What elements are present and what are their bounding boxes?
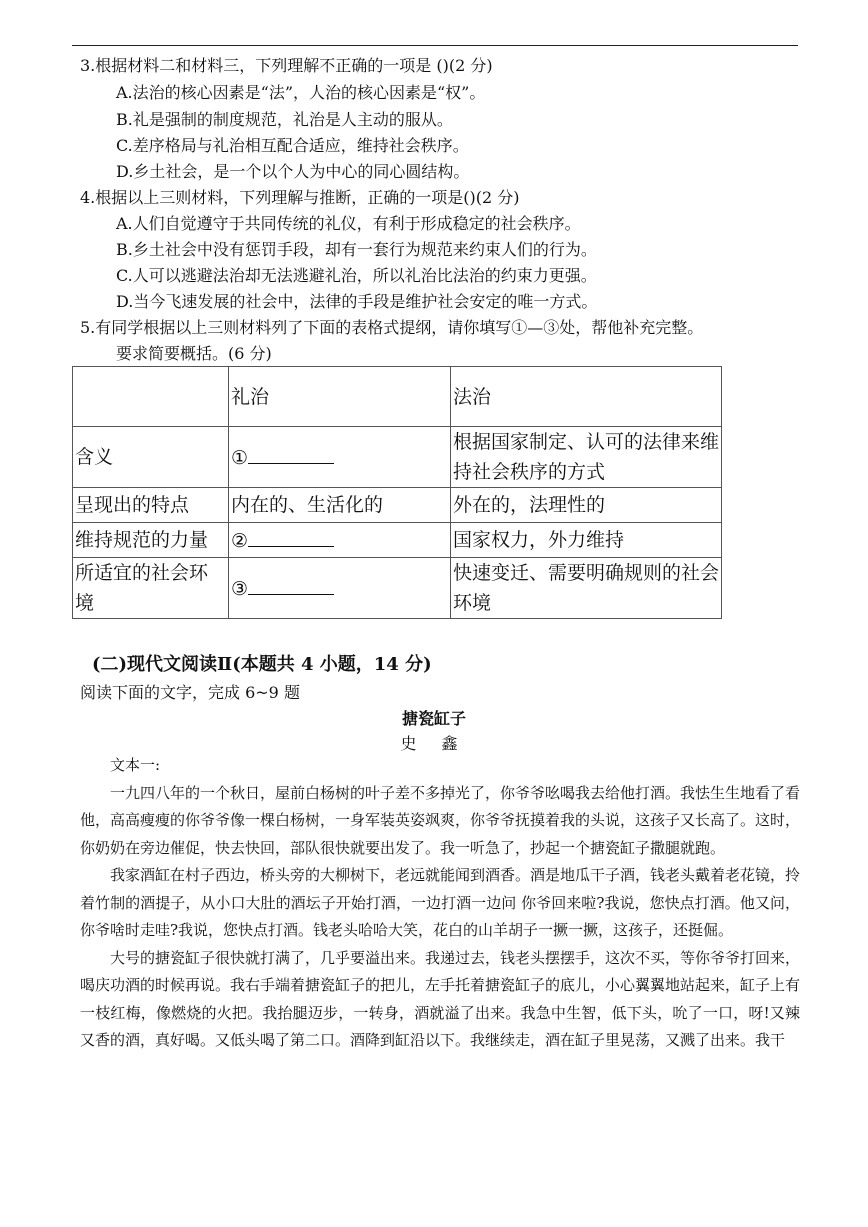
question-3-option-c: C.差序格局与礼治相互配合适应，维持社会秩序。 [116, 136, 469, 155]
row-label: 呈现出的特点 [73, 488, 229, 523]
answer-blank-1 [229, 427, 451, 488]
question-4-option-c: C.人可以逃避法治却无法逃避礼治，所以礼治比法治的约束力更强。 [116, 266, 597, 285]
row-label: 维持规范的力量 [73, 523, 229, 558]
fazhi-cell: 快速变迁、需要明确规则的社会环境 [451, 558, 722, 619]
text-label: 文本一: [110, 756, 161, 774]
table-row [73, 427, 722, 488]
table-header-row [73, 367, 722, 427]
table-header-cell [73, 367, 229, 427]
question-4-stem: 4.根据以上三则材料，下列理解与推断，正确的一项是()(2 分) [80, 188, 520, 207]
answer-blank-2 [229, 523, 451, 558]
question-4-option-d: D.当今飞速发展的社会中，法律的手段是维护社会安定的唯一方式。 [116, 292, 598, 311]
article-paragraph: 一九四八年的一个秋日，屋前白杨树的叶子差不多掉光了，你爷爷吆喝我去给他打酒。我怯生生地看了看他，高高瘦瘦的你爷爷像一棵白杨树，一身军装英姿飒爽，你爷爷抚摸着我的头说，这孩子又长高了。这时，你奶奶在旁边催促，快去快回，部队很快就要出发了。我一听急了，抄起一个搪瓷缸子撒腿就跑。 [80, 783, 801, 857]
article-paragraph: 我家酒缸在村子西边，桥头旁的大柳树下，老远就能闻到酒香。酒是地瓜干子酒，钱老头戴着老花镜，拎着竹制的酒提子，从小口大肚的酒坛子开始打酒，一边打酒一边问 你爷回来啦?我说，您快点打酒。他又问，你爷啥时走哇?我说，您快点打酒。钱老头哈哈大笑，花白的山羊胡子一撅一撅，这孩子，还挺倔。 [80, 866, 801, 939]
lizhi-cell: 内在的、生活化的 [229, 488, 451, 523]
blank-marker: ① [231, 447, 249, 469]
question-3-option-b: B.礼是强制的制度规范，礼治是人主动的服从。 [116, 110, 453, 129]
article-paragraph: 大号的搪瓷缸子很快就打满了，几乎要溢出来。我递过去，钱老头摆摆手，这次不买，等你爷爷打回来，喝庆功酒的时候再说。我右手端着搪瓷缸子的把儿，左手托着搪瓷缸子的底儿，小心翼翼地站起来，缸子上有一枝红梅，像燃烧的火把。我抬腿迈步，一转身，酒就溢了出来。我急中生智，低下头，吮了一口，呀!又辣又香的酒，真好喝。又低头喝了第二口。酒降到缸沿以下。我继续走，酒在缸子里晃荡，又溅了出来。我干 [80, 948, 801, 1049]
outline-table [72, 366, 722, 619]
question-3-option-a: A.法治的核心因素是“法”，人治的核心因素是“权”。 [116, 83, 486, 102]
question-5-requirement: 要求简要概括。(6 分) [116, 344, 272, 363]
fill-in-line [248, 441, 334, 464]
question-5-stem: 5.有同学根据以上三则材料列了下面的表格式提纲，请你填写①—③处，帮他补充完整。 [80, 318, 704, 337]
fazhi-cell: 外在的，法理性的 [451, 488, 722, 523]
fazhi-cell: 国家权力，外力维持 [451, 523, 722, 558]
section-instruction: 阅读下面的文字，完成 6~9 题 [80, 683, 300, 702]
table-row [73, 558, 722, 619]
question-4-option-a: A.人们自觉遵守于共同传统的礼仪，有利于形成稳定的社会秩序。 [116, 214, 581, 233]
question-3-stem: 3.根据材料二和材料三，下列理解不正确的一项是 ()(2 分) [80, 56, 493, 75]
answer-blank-3 [229, 558, 451, 619]
question-3-option-d: D.乡土社会，是一个以个人为中心的同心圆结构。 [116, 162, 470, 181]
article-title: 搪瓷缸子 [401, 709, 466, 728]
row-label: 所适宜的社会环境 [73, 558, 229, 619]
table-header-cell: 法治 [451, 367, 722, 427]
blank-marker: ③ [231, 578, 249, 600]
blank-marker: ② [231, 530, 249, 552]
top-rule [72, 45, 798, 46]
table-row [73, 523, 722, 558]
fill-in-line [248, 524, 334, 547]
table-row [73, 488, 722, 523]
article-body [80, 752, 800, 1055]
question-4-option-b: B.乡土社会中没有惩罚手段，却有一套行为规范来约束人们的行为。 [116, 240, 597, 259]
section-heading: (二)现代文阅读Ⅱ(本题共 4 小题，14 分) [92, 654, 432, 675]
table-header-cell: 礼治 [229, 367, 451, 427]
article-author: 史 鑫 [400, 734, 468, 753]
fazhi-cell: 根据国家制定、认可的法律来维持社会秩序的方式 [451, 427, 722, 488]
row-label: 含义 [73, 427, 229, 488]
fill-in-line [248, 572, 334, 595]
